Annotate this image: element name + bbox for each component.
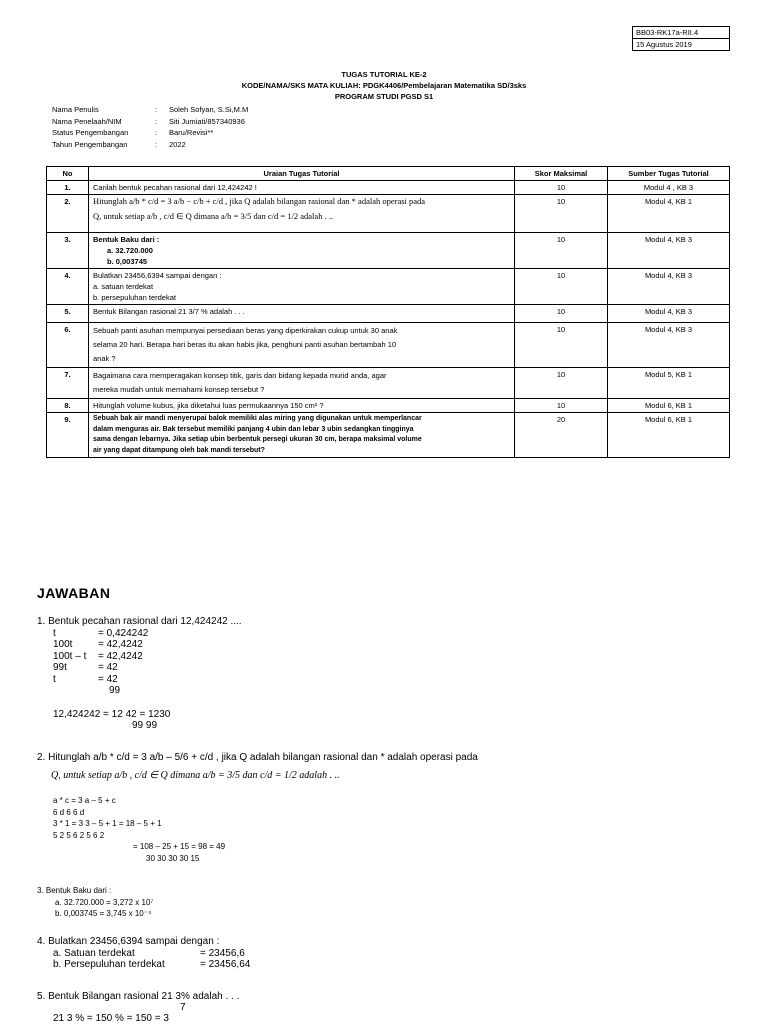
row-text	[89, 181, 515, 195]
row-text-line: Sebuah panti asuhan mempunyai persediaan beras yang diperkirakan cukup untuk 30 anak	[93, 326, 398, 335]
meta-key: Nama Penulis	[52, 105, 99, 114]
row-text-line: Sebuah bak air mandi menyerupai balok memiliki alas miring yang digunakan untuk memperlancar	[93, 415, 422, 422]
meta-row: Nama Penelaah/NIM : Siti Jumiati/857340936	[52, 116, 245, 126]
answer-question: 5. Bentuk Bilangan rasional 21 3% adalah . . .	[37, 991, 240, 1002]
row-source: Modul 5, KB 1	[608, 368, 730, 399]
row-source: Modul 4 , KB 3	[608, 181, 730, 195]
meta-value: Siti Jumiati/857340936	[169, 116, 245, 126]
answer-question: Q, untuk setiap a/b , c/d ∈ Q dimana a/b = 3/5 dan c/d = 1/2 adalah . ..	[51, 769, 340, 781]
row-source: Modul 6, KB 1	[608, 399, 730, 413]
row-source: Modul 4, KB 1	[608, 195, 730, 233]
row-text	[89, 233, 515, 269]
col-header-no: No	[47, 167, 89, 181]
row-source: Modul 4, KB 3	[608, 233, 730, 269]
row-skor: 10	[515, 323, 608, 368]
answer-step: a * c = 3 a – 5 + c	[53, 796, 116, 805]
row-text	[89, 305, 515, 323]
meta-value: 2022	[169, 139, 186, 149]
answer-2	[37, 752, 478, 864]
row-skor: 20	[515, 413, 608, 458]
answer-steps	[37, 628, 242, 732]
row-text-line: Bentuk Bilangan rasional 21 3/7 % adalah . . .	[93, 307, 245, 316]
answer-step: 21 3 % = 150 % = 150 = 3	[53, 1012, 169, 1024]
meta-row: Status Pengembangan : Baru/Revisi**	[52, 128, 214, 137]
answer-steps	[37, 795, 478, 864]
row-no: 3.	[47, 233, 89, 269]
answer-3	[37, 885, 153, 920]
meta-key: Nama Penelaah/NIM	[52, 116, 122, 126]
row-text-line: selama 20 hari. Berapa hari beras itu akan habis jika, penghuni panti asuhan bertambah 10	[93, 340, 397, 349]
doc-date: 15 Agustus 2019	[633, 39, 730, 51]
row-text	[89, 413, 515, 458]
row-skor: 10	[515, 399, 608, 413]
answer-4	[37, 936, 250, 971]
table-row	[47, 413, 730, 458]
answer-step: t = 42	[53, 673, 118, 685]
row-no: 9.	[47, 413, 89, 458]
meta-value: Soleh Sofyan, S.Si,M.M	[169, 105, 249, 114]
answer-question: 3. Bentuk Baku dari :	[37, 886, 112, 895]
row-skor: 10	[515, 195, 608, 233]
col-header-sumber: Sumber Tugas Tutorial	[608, 167, 730, 181]
row-text-line: Q, untuk setiap a/b , c/d ∈ Q dimana a/b = 3/5 dan c/d = 1/2 adalah . ..	[93, 211, 334, 221]
row-subitem: b. persepuluhan terdekat	[93, 293, 176, 302]
col-header-uraian: Uraian Tugas Tutorial	[89, 167, 515, 181]
row-text	[89, 195, 515, 233]
row-text	[89, 399, 515, 413]
row-no: 4.	[47, 269, 89, 305]
row-text-line: Carilah bentuk pecahan rasional dari 12,424242 !	[93, 183, 257, 192]
answer-step: 3 * 1 = 3 3 – 5 + 1 = 18 – 5 + 1	[53, 819, 162, 828]
meta-row: Nama Penulis : Soleh Sofyan, S.Si,M.M	[52, 105, 249, 114]
row-source: Modul 6, KB 1	[608, 413, 730, 458]
doc-code: BB03-RK17a-RII.4	[633, 27, 730, 39]
table-row	[47, 305, 730, 323]
table-row	[47, 181, 730, 195]
row-subitem: a. 32.720.000	[107, 246, 153, 255]
table-row	[47, 269, 730, 305]
row-text-line: mereka mudah untuk memahami konsep tersebut ?	[93, 385, 265, 394]
row-source: Modul 4, KB 3	[608, 323, 730, 368]
meta-key: Tahun Pengembangan	[52, 139, 128, 149]
header-title: TUGAS TUTORIAL KE-2	[341, 70, 427, 79]
answer-5	[37, 991, 239, 1024]
row-text	[89, 269, 515, 305]
answer-step: 5 2 5 6 2 5 6 2	[53, 830, 105, 840]
row-text	[89, 323, 515, 368]
row-text-line: air yang dapat ditampung oleh bak mandi tersebut?	[93, 446, 265, 454]
table-row	[47, 233, 730, 269]
table-row	[47, 399, 730, 413]
answer-step: t = 0,424242	[53, 627, 149, 639]
header-program: PROGRAM STUDI PGSD S1	[334, 92, 434, 101]
tasks-table	[46, 166, 730, 458]
row-text-line: Bagaimana cara memperagakan konsep titik, garis dan bidang kepada murid anda, agar	[93, 371, 387, 380]
answer-step: 100t = 42,4242	[53, 639, 143, 650]
fraction-denominator: 99 99	[132, 720, 158, 731]
table-row	[47, 195, 730, 233]
answer-question: 1. Bentuk pecahan rasional dari 12,424242 ....	[37, 616, 242, 627]
answer-step: 30 30 30 30 15	[146, 853, 200, 863]
row-text	[89, 368, 515, 399]
row-no: 2.	[47, 195, 89, 233]
table-header-row	[47, 167, 730, 181]
fraction-denominator: 7	[180, 1001, 186, 1013]
answer-result: 12,424242 = 12 42 = 1230	[53, 708, 171, 720]
row-subitem: a. satuan terdekat	[93, 282, 154, 291]
row-text-line: Hitunglah volume kubus, jika diketahui luas permukaannya 150 cm² ?	[93, 401, 324, 410]
answer-step: a. Satuan terdekat = 23456,6	[53, 947, 245, 959]
meta-value: Baru/Revisi**	[169, 128, 214, 137]
header-course: KODE/NAMA/SKS MATA KULIAH: PDGK4406/Pembelajaran Matematika SD/3sks	[241, 81, 527, 90]
row-no: 6.	[47, 323, 89, 368]
answer-question: 4. Bulatkan 23456,6394 sampai dengan :	[37, 936, 220, 947]
row-no: 5.	[47, 305, 89, 323]
meta-row: Tahun Pengembangan : 2022	[52, 139, 186, 149]
answer-step: 6 d 6 6 d	[53, 807, 85, 817]
answer-question: 2. Hitunglah a/b * c/d = 3 a/b – 5/6 + c/d , jika Q adalah bilangan rasional dan * adalah operasi pada	[37, 752, 478, 763]
answer-step: = 108 – 25 + 15 = 98 = 49	[133, 842, 226, 851]
meta-info	[52, 104, 248, 150]
row-no: 1.	[47, 181, 89, 195]
answer-step: a. 32.720.000 = 3,272 x 10⁷	[55, 897, 154, 907]
row-text-line: Bulatkan 23456,6394 sampai dengan :	[93, 271, 222, 280]
row-subitem: b. 0,003745	[107, 257, 148, 266]
jawaban-title: JAWABAN	[37, 585, 111, 601]
row-skor: 10	[515, 305, 608, 323]
row-skor: 10	[515, 233, 608, 269]
answer-step: 100t – t = 42,4242	[53, 650, 143, 662]
row-text-line: dalam menguras air. Bak tersebut memiliki panjang 4 ubin dan lebar 3 ubin sedangkan tingginya	[93, 425, 414, 433]
row-skor: 10	[515, 368, 608, 399]
document-code-box	[632, 26, 730, 51]
row-source: Modul 4, KB 3	[608, 269, 730, 305]
answer-1	[37, 616, 242, 732]
row-skor: 10	[515, 269, 608, 305]
answer-step: 99t = 42	[53, 662, 118, 673]
table-row	[47, 323, 730, 368]
col-header-skor: Skor Maksimal	[515, 167, 608, 181]
row-source: Modul 4, KB 3	[608, 305, 730, 323]
answer-step: b. 0,003745 = 3,745 x 10⁻⁴	[55, 909, 152, 918]
row-skor: 10	[515, 181, 608, 195]
answer-step: b. Persepuluhan terdekat = 23456,64	[53, 959, 251, 970]
row-text-line: anak ?	[93, 354, 116, 363]
row-no: 7.	[47, 368, 89, 399]
table-row	[47, 368, 730, 399]
row-text-line: Bentuk Baku dari :	[93, 235, 160, 244]
meta-key: Status Pengembangan	[52, 128, 129, 137]
row-text-line: Hitunglah a/b * c/d = 3 a/b − c/b + c/d , jika Q adalah bilangan rasional dan * adalah operasi pada	[93, 196, 426, 206]
row-no: 8.	[47, 399, 89, 413]
row-text-line: sama dengan lebarnya. Jika setiap ubin berbentuk persegi ukuran 30 cm, berapa maksimal volume	[93, 436, 422, 443]
fraction-denominator: 99	[109, 685, 121, 696]
